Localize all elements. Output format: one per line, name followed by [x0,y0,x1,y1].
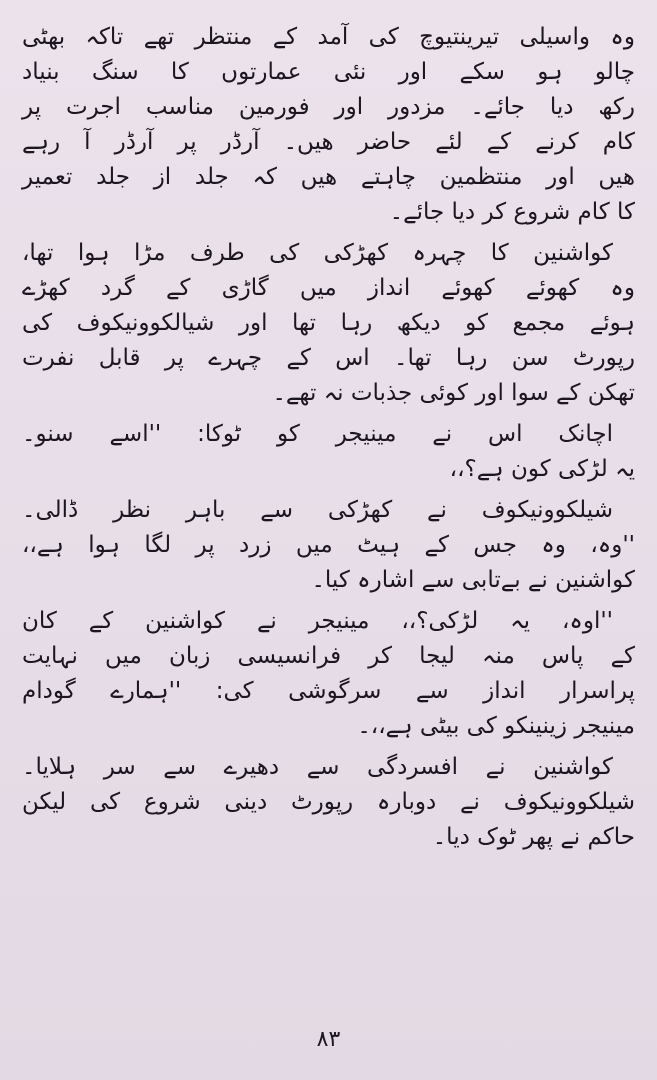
text-line: اچانک اس نے مینیجر کو ٹوکا: ''اسے سنو۔ [22,421,613,447]
text-line: ''اوہ، یہ لڑکی؟،، مینیجر نے کواشنین کے کان [22,608,613,634]
page-number: ۸۳ [316,1027,341,1052]
text-line: پراسرار انداز سے سرگوشی کی: ''ہمارے گودام [22,678,635,704]
text-line: ھیں اور منتظمین چاہتے ھیں کہ جلد از جلد تعمیر [22,164,635,190]
paragraph [22,493,635,598]
paragraph [22,604,635,744]
text-line: کواشنین نے بےتابی سے اشارہ کیا۔ [311,567,635,593]
text-line: وہ واسیلی تیرینتیوچ کی آمد کے منتظر تھے تاکہ بھٹی [22,24,635,50]
text-line: مینیجر زینینکو کی بیٹی ہے،،۔ [357,713,635,739]
paragraph [22,20,635,230]
paragraph [22,417,635,487]
text-line: حاکم نے پھر ٹوک دیا۔ [432,824,635,850]
text-line: تھکن کے سوا اور کوئی جذبات نہ تھے۔ [272,380,635,406]
text-line: کام کرنے کے لئے حاضر ھیں۔ آرڈر پر آرڈر آ رہے [22,129,635,155]
text-line: ہوئے مجمع کو دیکھ رہا تھا اور شیالکوونیکوف کی [22,310,635,336]
paragraph [22,750,635,855]
text-line: شیلکوونیکوف نے دوبارہ رپورٹ دینی شروع کی لیکن [22,789,635,815]
text-line: چالو ہو سکے اور نئی عمارتوں کا سنگ بنیاد [22,59,635,85]
text-line: کا کام شروع کر دیا جائے۔ [389,199,635,225]
page-body [22,20,635,861]
text-line: کواشنین نے افسردگی سے دھیرے سے سر ہلایا۔ [22,754,613,780]
paragraph [22,236,635,411]
text-line: یہ لڑکی کون ہے؟،، [449,456,635,482]
text-line: رکھ دیا جائے۔ مزدور اور فورمین مناسب اجرت پر [22,94,635,120]
text-line: کواشنین کا چہرہ کھڑکی کی طرف مڑا ہوا تھا، [22,240,613,266]
text-line: ''وہ، وہ جس کے ہیٹ میں زرد پر لگا ہوا ہے،، [22,532,635,558]
text-line: رپورٹ سن رہا تھا۔ اس کے چہرے پر قابل نفرت [22,345,635,371]
text-line: وہ کھوئے کھوئے انداز میں گاڑی کے گرد کھڑے [22,275,635,301]
text-line: کے پاس منہ لیجا کر فرانسیسی زبان میں نہایت [22,643,635,669]
text-line: شیلکوونیکوف نے کھڑکی سے باہر نظر ڈالی۔ [22,497,613,523]
